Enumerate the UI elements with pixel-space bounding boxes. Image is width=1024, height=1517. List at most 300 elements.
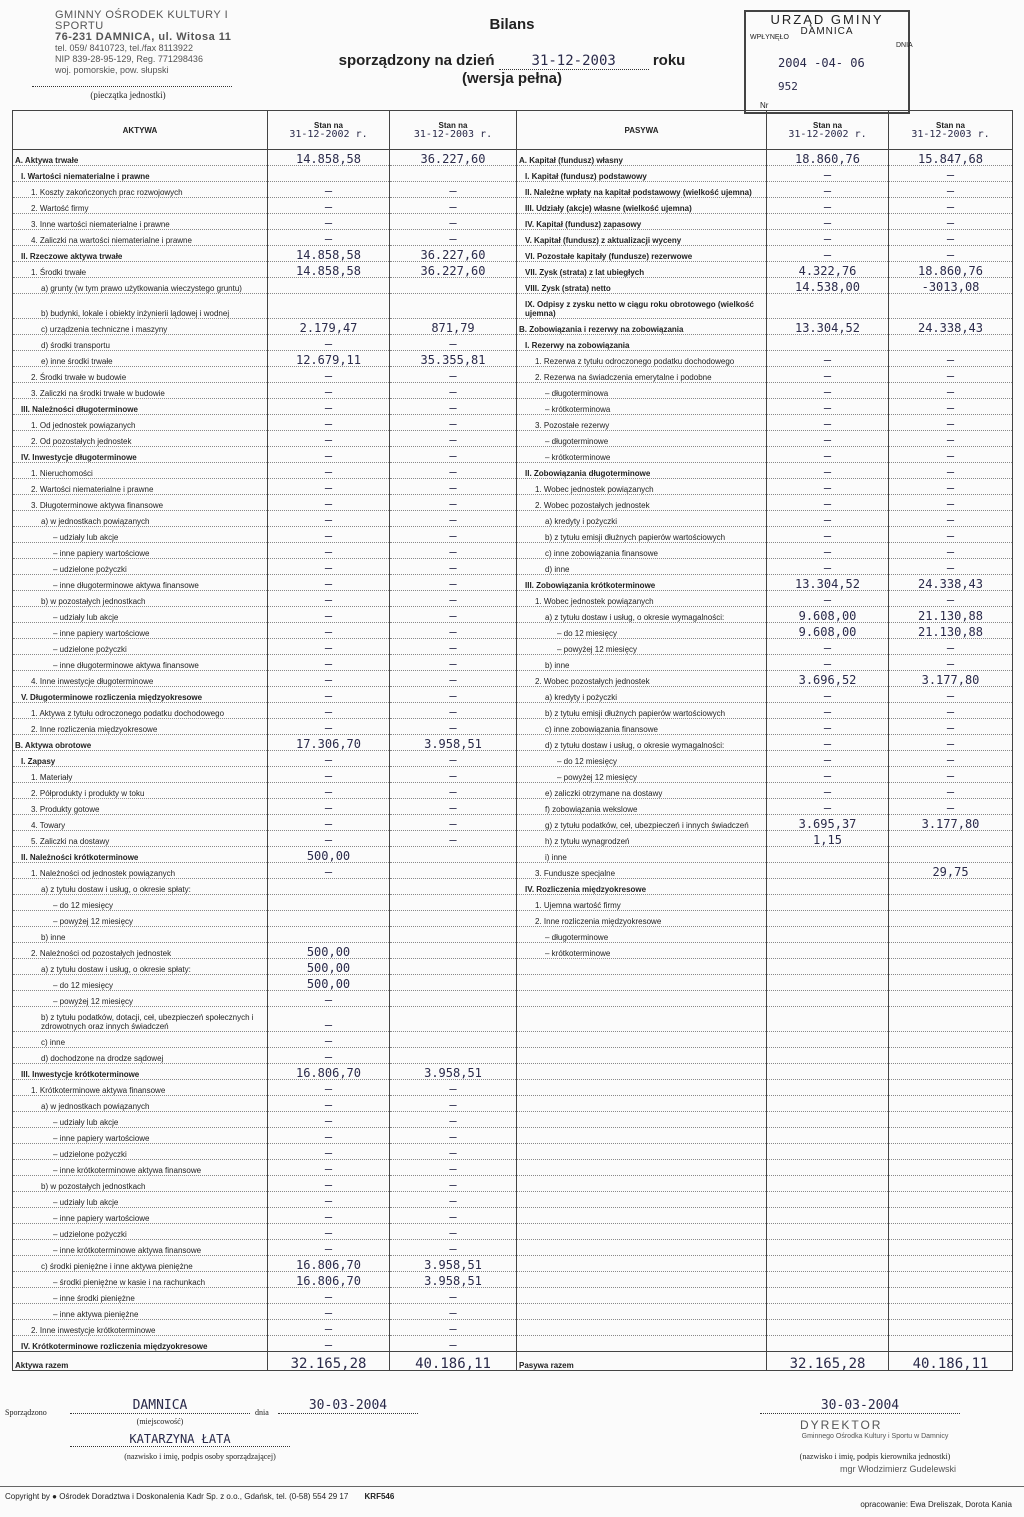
pasywa-label: VIII. Zysk (strata) netto bbox=[517, 278, 767, 294]
pasywa-prev-value: – bbox=[767, 230, 889, 246]
aktywa-prev-value: – bbox=[268, 1144, 390, 1160]
aktywa-curr-value: 3.958,51 bbox=[390, 735, 517, 751]
pasywa-prev-value bbox=[767, 1048, 889, 1064]
pasywa-prev-value bbox=[767, 1112, 889, 1128]
aktywa-curr-value: – bbox=[390, 639, 517, 655]
pasywa-label: h) z tytułu wynagrodzeń bbox=[517, 831, 767, 847]
pasywa-curr-value: – bbox=[889, 703, 1013, 719]
pasywa-label bbox=[517, 975, 767, 991]
registry-stamp-number: 952 bbox=[778, 80, 798, 93]
pasywa-prev-value: – bbox=[767, 246, 889, 262]
table-row bbox=[13, 511, 1013, 527]
table-row bbox=[13, 1192, 1013, 1208]
table-row bbox=[13, 1064, 1013, 1080]
aktywa-label: – inne środki pieniężne bbox=[13, 1288, 268, 1304]
aktywa-label: – inne papiery wartościowe bbox=[13, 1208, 268, 1224]
pasywa-label bbox=[517, 1240, 767, 1256]
pasywa-prev-value: – bbox=[767, 182, 889, 198]
pasywa-prev-value: – bbox=[767, 198, 889, 214]
pasywa-curr-value: – bbox=[889, 783, 1013, 799]
aktywa-prev-value bbox=[268, 166, 390, 182]
table-row bbox=[13, 383, 1013, 399]
pasywa-curr-value bbox=[889, 1176, 1013, 1192]
aktywa-header: AKTYWA bbox=[13, 111, 268, 150]
aktywa-prev-value: – bbox=[268, 671, 390, 687]
aktywa-label: c) inne bbox=[13, 1032, 268, 1048]
pasywa-prev-value: – bbox=[767, 767, 889, 783]
signed-date: 30-03-2004 bbox=[278, 1398, 418, 1414]
pasywa-label: III. Udziały (akcje) własne (wielkość ujemna) bbox=[517, 198, 767, 214]
table-row bbox=[13, 166, 1013, 182]
aktywa-label: – do 12 miesięcy bbox=[13, 895, 268, 911]
pasywa-label: 1. Ujemna wartość firmy bbox=[517, 895, 767, 911]
table-row bbox=[13, 479, 1013, 495]
copyright-label: Copyright by bbox=[5, 1492, 50, 1501]
aktywa-label: A. Aktywa trwałe bbox=[13, 150, 268, 166]
table-row bbox=[13, 1240, 1013, 1256]
aktywa-curr-value: – bbox=[390, 751, 517, 767]
aktywa-label: 2. Wartości niematerialne i prawne bbox=[13, 479, 268, 495]
pasywa-label: i) inne bbox=[517, 847, 767, 863]
pasywa-curr-value: – bbox=[889, 463, 1013, 479]
pasywa-curr-value bbox=[889, 1192, 1013, 1208]
aktywa-curr-value: – bbox=[390, 479, 517, 495]
aktywa-label: 4. Zaliczki na wartości niematerialne i prawne bbox=[13, 230, 268, 246]
registry-stamp-place: DAMNICA bbox=[800, 26, 854, 37]
pasywa-prev-value bbox=[767, 1160, 889, 1176]
aktywa-curr-value: – bbox=[390, 815, 517, 831]
odidk-logo-icon: ● bbox=[52, 1492, 57, 1501]
aktywa-label: 1. Koszty zakończonych prac rozwojowych bbox=[13, 182, 268, 198]
aktywa-label: – udzielone pożyczki bbox=[13, 639, 268, 655]
stamp-nip: NIP 839-28-95-129, Reg. 771298436 bbox=[55, 54, 203, 64]
aktywa-prev-value: – bbox=[268, 431, 390, 447]
pasywa-label: 2. Wobec pozostałych jednostek bbox=[517, 495, 767, 511]
stamp-woj: woj. pomorskie, pow. słupski bbox=[55, 65, 169, 75]
pasywa-prev-value: – bbox=[767, 687, 889, 703]
pasywa-prev-value: – bbox=[767, 495, 889, 511]
aktywa-curr-value: – bbox=[390, 575, 517, 591]
pasywa-label: – krótkoterminowe bbox=[517, 943, 767, 959]
aktywa-curr-value: 36.227,60 bbox=[390, 262, 517, 278]
aktywa-label: V. Długoterminowe rozliczenia międzyokresowe bbox=[13, 687, 268, 703]
aktywa-prev-value: – bbox=[268, 543, 390, 559]
aktywa-label: b) w pozostałych jednostkach bbox=[13, 1176, 268, 1192]
table-row bbox=[13, 543, 1013, 559]
aktywa-curr-value: 3.958,51 bbox=[390, 1256, 517, 1272]
pasywa-prev-value: – bbox=[767, 447, 889, 463]
aktywa-prev-value: – bbox=[268, 1336, 390, 1352]
aktywa-prev-value: – bbox=[268, 703, 390, 719]
pasywa-prev-value: 14.538,00 bbox=[767, 278, 889, 294]
pasywa-label: III. Zobowiązania krótkoterminowe bbox=[517, 575, 767, 591]
aktywa-label: – inne długoterminowe aktywa finansowe bbox=[13, 655, 268, 671]
aktywa-label: b) budynki, lokale i obiekty inżynierii lądowej i wodnej bbox=[13, 294, 268, 319]
aktywa-prev-value: – bbox=[268, 815, 390, 831]
pasywa-prev-value: 3.695,37 bbox=[767, 815, 889, 831]
table-row bbox=[13, 335, 1013, 351]
pasywa-prev-value bbox=[767, 1240, 889, 1256]
aktywa-label: – do 12 miesięcy bbox=[13, 975, 268, 991]
aktywa-curr-value: 3.958,51 bbox=[390, 1064, 517, 1080]
pasywa-label: a) kredyty i pożyczki bbox=[517, 511, 767, 527]
pasywa-label: 3. Fundusze specjalne bbox=[517, 863, 767, 879]
pasywa-curr-value: – bbox=[889, 479, 1013, 495]
aktywa-label: – inne papiery wartościowe bbox=[13, 623, 268, 639]
aktywa-curr-value: – bbox=[390, 415, 517, 431]
aktywa-curr-value: – bbox=[390, 1176, 517, 1192]
pasywa-label: – do 12 miesięcy bbox=[517, 623, 767, 639]
aktywa-prev-value: – bbox=[268, 511, 390, 527]
pasywa-label bbox=[517, 1208, 767, 1224]
aktywa-curr-value: – bbox=[390, 543, 517, 559]
aktywa-curr-value: – bbox=[390, 1240, 517, 1256]
table-row bbox=[13, 230, 1013, 246]
pasywa-prev-value bbox=[767, 959, 889, 975]
table-row bbox=[13, 1144, 1013, 1160]
pasywa-label: e) zaliczki otrzymane na dostawy bbox=[517, 783, 767, 799]
director-org: Gminnego Ośrodka Kultury i Sportu w Damnicy bbox=[801, 1433, 949, 1440]
pasywa-label: B. Zobowiązania i rezerwy na zobowiązania bbox=[517, 319, 767, 335]
aktywa-curr-value: – bbox=[390, 463, 517, 479]
balance-table bbox=[12, 110, 1013, 1371]
pasywa-curr-value: – bbox=[889, 367, 1013, 383]
pasywa-prev-value bbox=[767, 1128, 889, 1144]
table-row bbox=[13, 559, 1013, 575]
aktywa-curr-value bbox=[390, 975, 517, 991]
pasywa-curr-value bbox=[889, 1112, 1013, 1128]
pasywa-label bbox=[517, 1176, 767, 1192]
table-row bbox=[13, 895, 1013, 911]
pasywa-prev-value: – bbox=[767, 655, 889, 671]
aktywa-prev-value: 500,00 bbox=[268, 847, 390, 863]
pasywa-label: 3. Pozostałe rezerwy bbox=[517, 415, 767, 431]
pasywa-prev-value: 4.322,76 bbox=[767, 262, 889, 278]
aktywa-curr-value: – bbox=[390, 1224, 517, 1240]
pasywa-curr-value: 29,75 bbox=[889, 863, 1013, 879]
pasywa-curr-value bbox=[889, 1144, 1013, 1160]
aktywa-prev-value: – bbox=[268, 639, 390, 655]
aktywa-prev-value: – bbox=[268, 1240, 390, 1256]
aktywa-label: 2. Środki trwałe w budowie bbox=[13, 367, 268, 383]
aktywa-label: – udzielone pożyczki bbox=[13, 1144, 268, 1160]
pasywa-label: f) zobowiązania wekslowe bbox=[517, 799, 767, 815]
aktywa-label: 4. Towary bbox=[13, 815, 268, 831]
aktywa-curr-value: – bbox=[390, 1304, 517, 1320]
table-row bbox=[13, 655, 1013, 671]
pasywa-label: 1. Rezerwa z tytułu odroczonego podatku dochodowego bbox=[517, 351, 767, 367]
stamp-tel: tel. 059/ 8410723, tel./fax 8113922 bbox=[55, 43, 193, 53]
aktywa-curr-value: – bbox=[390, 214, 517, 230]
aktywa-curr-value: – bbox=[390, 447, 517, 463]
aktywa-curr-value: – bbox=[390, 687, 517, 703]
balance-date: 31-12-2003 bbox=[499, 53, 649, 70]
pasywa-prev-value: 1,15 bbox=[767, 831, 889, 847]
pasywa-label: – powyżej 12 miesięcy bbox=[517, 767, 767, 783]
aktywa-prev-value: – bbox=[268, 1208, 390, 1224]
table-row bbox=[13, 150, 1013, 166]
table-row bbox=[13, 879, 1013, 895]
aktywa-prev-value: – bbox=[268, 214, 390, 230]
pasywa-curr-value: – bbox=[889, 214, 1013, 230]
pasywa-prev-value: – bbox=[767, 751, 889, 767]
aktywa-curr-value bbox=[390, 1007, 517, 1032]
pasywa-label bbox=[517, 1144, 767, 1160]
aktywa-prev-value: – bbox=[268, 1224, 390, 1240]
pasywa-prev-value bbox=[767, 911, 889, 927]
pasywa-label bbox=[517, 991, 767, 1007]
aktywa-label: 4. Inne inwestycje długoterminowe bbox=[13, 671, 268, 687]
pasywa-curr-value bbox=[889, 1160, 1013, 1176]
aktywa-label: – udziały lub akcje bbox=[13, 1192, 268, 1208]
pasywa-curr-value bbox=[889, 1032, 1013, 1048]
pasywa-prev-value: – bbox=[767, 431, 889, 447]
pasywa-curr-value: – bbox=[889, 719, 1013, 735]
pasywa-prev-value bbox=[767, 1096, 889, 1112]
pasywa-label: d) z tytułu dostaw i usług, o okresie wymagalności: bbox=[517, 735, 767, 751]
pasywa-label: – do 12 miesięcy bbox=[517, 751, 767, 767]
aktywa-label: b) w pozostałych jednostkach bbox=[13, 591, 268, 607]
aktywa-label: a) w jednostkach powiązanych bbox=[13, 511, 268, 527]
aktywa-prev-value: – bbox=[268, 1096, 390, 1112]
pasywa-curr-value: 24.338,43 bbox=[889, 319, 1013, 335]
aktywa-prev-value: – bbox=[268, 335, 390, 351]
pasywa-prev-value bbox=[767, 294, 889, 319]
pasywa-label bbox=[517, 1304, 767, 1320]
pasywa-prev-value: – bbox=[767, 214, 889, 230]
pasywa-label: – krótkoterminowa bbox=[517, 399, 767, 415]
pasywa-curr-value bbox=[889, 1064, 1013, 1080]
pasywa-label bbox=[517, 1256, 767, 1272]
pasywa-prev-value: – bbox=[767, 479, 889, 495]
pasywa-label: II. Należne wpłaty na kapitał podstawowy (wielkość ujemna) bbox=[517, 182, 767, 198]
pasywa-header: PASYWA bbox=[517, 111, 767, 150]
aktywa-curr-value bbox=[390, 294, 517, 319]
aktywa-curr-value bbox=[390, 847, 517, 863]
pasywa-curr-value bbox=[889, 1272, 1013, 1288]
pasywa-label bbox=[517, 1320, 767, 1336]
aktywa-prev-value: 500,00 bbox=[268, 943, 390, 959]
aktywa-label: a) w jednostkach powiązanych bbox=[13, 1096, 268, 1112]
table-row bbox=[13, 575, 1013, 591]
aktywa-curr-value: – bbox=[390, 831, 517, 847]
preparer-name: KATARZYNA ŁATA bbox=[70, 1432, 290, 1447]
aktywa-label: 1. Aktywa z tytułu odroczonego podatku dochodowego bbox=[13, 703, 268, 719]
registry-stamp-left: WPŁYNĘŁO bbox=[750, 34, 789, 41]
aktywa-curr-value: – bbox=[390, 198, 517, 214]
r-label: r. bbox=[977, 129, 990, 140]
pasywa-label bbox=[517, 1160, 767, 1176]
aktywa-curr-value: – bbox=[390, 559, 517, 575]
aktywa-label: III. Inwestycje krótkoterminowe bbox=[13, 1064, 268, 1080]
dnia-label: dnia bbox=[255, 1408, 269, 1417]
table-row bbox=[13, 911, 1013, 927]
pasywa-label bbox=[517, 1288, 767, 1304]
pasywa-curr-value: – bbox=[889, 527, 1013, 543]
pasywa-prev-value: 9.608,00 bbox=[767, 607, 889, 623]
pasywa-label bbox=[517, 1336, 767, 1352]
pasywa-prev-value: – bbox=[767, 399, 889, 415]
aktywa-curr-value bbox=[390, 1032, 517, 1048]
pasywa-label bbox=[517, 1192, 767, 1208]
aktywa-curr-value: – bbox=[390, 182, 517, 198]
pasywa-prev-value: – bbox=[767, 383, 889, 399]
aktywa-label: 3. Inne wartości niematerialne i prawne bbox=[13, 214, 268, 230]
manager-date: 30-03-2004 bbox=[760, 1398, 960, 1414]
pasywa-prev-value bbox=[767, 1064, 889, 1080]
aktywa-prev-value: 14.858,58 bbox=[268, 150, 390, 166]
table-row bbox=[13, 751, 1013, 767]
aktywa-prev-value: – bbox=[268, 991, 390, 1007]
pasywa-curr-value: – bbox=[889, 559, 1013, 575]
aktywa-curr-value: – bbox=[390, 607, 517, 623]
aktywa-label: 2. Należności od pozostałych jednostek bbox=[13, 943, 268, 959]
table-row bbox=[13, 831, 1013, 847]
pasywa-label: 2. Wobec pozostałych jednostek bbox=[517, 671, 767, 687]
pasywa-curr-value: 18.860,76 bbox=[889, 262, 1013, 278]
table-row bbox=[13, 431, 1013, 447]
table-row bbox=[13, 1208, 1013, 1224]
pasywa-prev-value bbox=[767, 1032, 889, 1048]
aktywa-prev-value: – bbox=[268, 1288, 390, 1304]
table-row bbox=[13, 687, 1013, 703]
aktywa-curr-value: – bbox=[390, 703, 517, 719]
footer-company: Ośrodek Doradztwa i Doskonalenia Kadr Sp. z o.o., Gdańsk, tel. (0-58) 554 29 17 bbox=[59, 1492, 349, 1501]
aktywa-prev-value: – bbox=[268, 863, 390, 879]
pasywa-label: b) z tytułu emisji dłużnych papierów wartościowych bbox=[517, 703, 767, 719]
pasywa-curr-value: – bbox=[889, 495, 1013, 511]
aktywa-label: a) z tytułu dostaw i usług, o okresie spłaty: bbox=[13, 879, 268, 895]
pasywa-label: A. Kapitał (fundusz) własny bbox=[517, 150, 767, 166]
aktywa-prev-value: 14.858,58 bbox=[268, 262, 390, 278]
aktywa-prev-value: – bbox=[268, 1160, 390, 1176]
table-row bbox=[13, 198, 1013, 214]
totals-row bbox=[13, 1352, 1013, 1371]
pasywa-label: b) z tytułu emisji dłużnych papierów wartościowych bbox=[517, 527, 767, 543]
aktywa-curr-value bbox=[390, 927, 517, 943]
pasywa-prev-value bbox=[767, 1007, 889, 1032]
table-row bbox=[13, 639, 1013, 655]
pasywa-prev-value: – bbox=[767, 719, 889, 735]
pasywa-curr-value: – bbox=[889, 383, 1013, 399]
pasywa-prev-value bbox=[767, 1272, 889, 1288]
pasywa-curr-value: 3.177,80 bbox=[889, 815, 1013, 831]
pasywa-curr-value bbox=[889, 975, 1013, 991]
pasywa-prev-value: – bbox=[767, 591, 889, 607]
aktywa-label: – udziały lub akcje bbox=[13, 607, 268, 623]
aktywa-prev-value: – bbox=[268, 559, 390, 575]
pasywa-curr-value bbox=[889, 831, 1013, 847]
table-row bbox=[13, 591, 1013, 607]
pasywa-label: g) z tytułu podatków, ceł, ubezpieczeń i innych świadczeń bbox=[517, 815, 767, 831]
pasywa-label bbox=[517, 1128, 767, 1144]
aktywa-curr-value: – bbox=[390, 511, 517, 527]
aktywa-label: 2. Inne rozliczenia międzyokresowe bbox=[13, 719, 268, 735]
aktywa-curr-value bbox=[390, 943, 517, 959]
aktywa-prev-value: – bbox=[268, 831, 390, 847]
aktywa-prev-value: – bbox=[268, 447, 390, 463]
curr-date-value: 31-12-2003 bbox=[413, 129, 475, 140]
aktywa-label: 1. Krótkoterminowe aktywa finansowe bbox=[13, 1080, 268, 1096]
table-row bbox=[13, 1080, 1013, 1096]
prev-date-value: 31-12-2002 bbox=[289, 129, 350, 140]
aktywa-curr-value: 35.355,81 bbox=[390, 351, 517, 367]
table-row bbox=[13, 1224, 1013, 1240]
pasywa-prev-value bbox=[767, 1192, 889, 1208]
pasywa-curr-value bbox=[889, 1208, 1013, 1224]
table-row bbox=[13, 975, 1013, 991]
table-row bbox=[13, 415, 1013, 431]
footer-code: KRF546 bbox=[364, 1492, 395, 1501]
pasywa-label: 2. Inne rozliczenia międzyokresowe bbox=[517, 911, 767, 927]
aktywa-label: 3. Produkty gotowe bbox=[13, 799, 268, 815]
pasywa-prev-value bbox=[767, 991, 889, 1007]
pasywa-curr-value: – bbox=[889, 799, 1013, 815]
pasywa-prev-value bbox=[767, 847, 889, 863]
aktywa-label: – środki pieniężne w kasie i na rachunkach bbox=[13, 1272, 268, 1288]
pasywa-curr-value: – bbox=[889, 198, 1013, 214]
aktywa-prev-value: 2.179,47 bbox=[268, 319, 390, 335]
table-row bbox=[13, 735, 1013, 751]
pasywa-prev-value bbox=[767, 975, 889, 991]
aktywa-prev-value: – bbox=[268, 1032, 390, 1048]
pasywa-label: – krótkoterminowe bbox=[517, 447, 767, 463]
pasywa-label bbox=[517, 1112, 767, 1128]
table-row bbox=[13, 1256, 1013, 1272]
table-row bbox=[13, 815, 1013, 831]
table-row bbox=[13, 278, 1013, 294]
director-title: DYREKTOR bbox=[800, 1418, 883, 1432]
prev-date-value: 31-12-2002 bbox=[788, 129, 849, 140]
pasywa-prev-value bbox=[767, 879, 889, 895]
pasywa-prev-value bbox=[767, 1144, 889, 1160]
aktywa-label: b) z tytułu podatków, dotacji, ceł, ubezpieczeń społecznych i zdrowotnych oraz innych świadczeń bbox=[13, 1007, 268, 1032]
pasywa-label: I. Rezerwy na zobowiązania bbox=[517, 335, 767, 351]
aktywa-curr-value bbox=[390, 278, 517, 294]
aktywa-prev-value: – bbox=[268, 767, 390, 783]
aktywa-prev-value: – bbox=[268, 1080, 390, 1096]
aktywa-prev-value: 17.306,70 bbox=[268, 735, 390, 751]
pasywa-curr-value: – bbox=[889, 687, 1013, 703]
pasywa-prev-value: – bbox=[767, 799, 889, 815]
aktywa-prev-value: – bbox=[268, 575, 390, 591]
aktywa-curr-value: – bbox=[390, 230, 517, 246]
table-row bbox=[13, 1096, 1013, 1112]
aktywa-curr-value: – bbox=[390, 591, 517, 607]
pasywa-label: – długoterminowa bbox=[517, 383, 767, 399]
pasywa-curr-value: – bbox=[889, 735, 1013, 751]
pasywa-label: 1. Wobec jednostek powiązanych bbox=[517, 479, 767, 495]
aktywa-label: a) z tytułu dostaw i usług, o okresie spłaty: bbox=[13, 959, 268, 975]
aktywa-prev-value: – bbox=[268, 591, 390, 607]
aktywa-prev-value: – bbox=[268, 1176, 390, 1192]
aktywa-label: I. Zapasy bbox=[13, 751, 268, 767]
aktywa-curr-value: – bbox=[390, 799, 517, 815]
pasywa-label: V. Kapitał (fundusz) z aktualizacji wyceny bbox=[517, 230, 767, 246]
aktywa-prev-value: – bbox=[268, 182, 390, 198]
title-prefix: sporządzony na dzień bbox=[338, 52, 495, 69]
aktywa-curr-value: – bbox=[390, 1128, 517, 1144]
aktywa-prev-value: – bbox=[268, 198, 390, 214]
aktywa-curr-value bbox=[390, 863, 517, 879]
pasywa-prev-value bbox=[767, 1336, 889, 1352]
pasywa-label bbox=[517, 1032, 767, 1048]
aktywa-curr-value bbox=[390, 879, 517, 895]
aktywa-prev-value: – bbox=[268, 799, 390, 815]
aktywa-prev-value: – bbox=[268, 230, 390, 246]
pasywa-prev-value: – bbox=[767, 639, 889, 655]
pasywa-curr-value bbox=[889, 1096, 1013, 1112]
